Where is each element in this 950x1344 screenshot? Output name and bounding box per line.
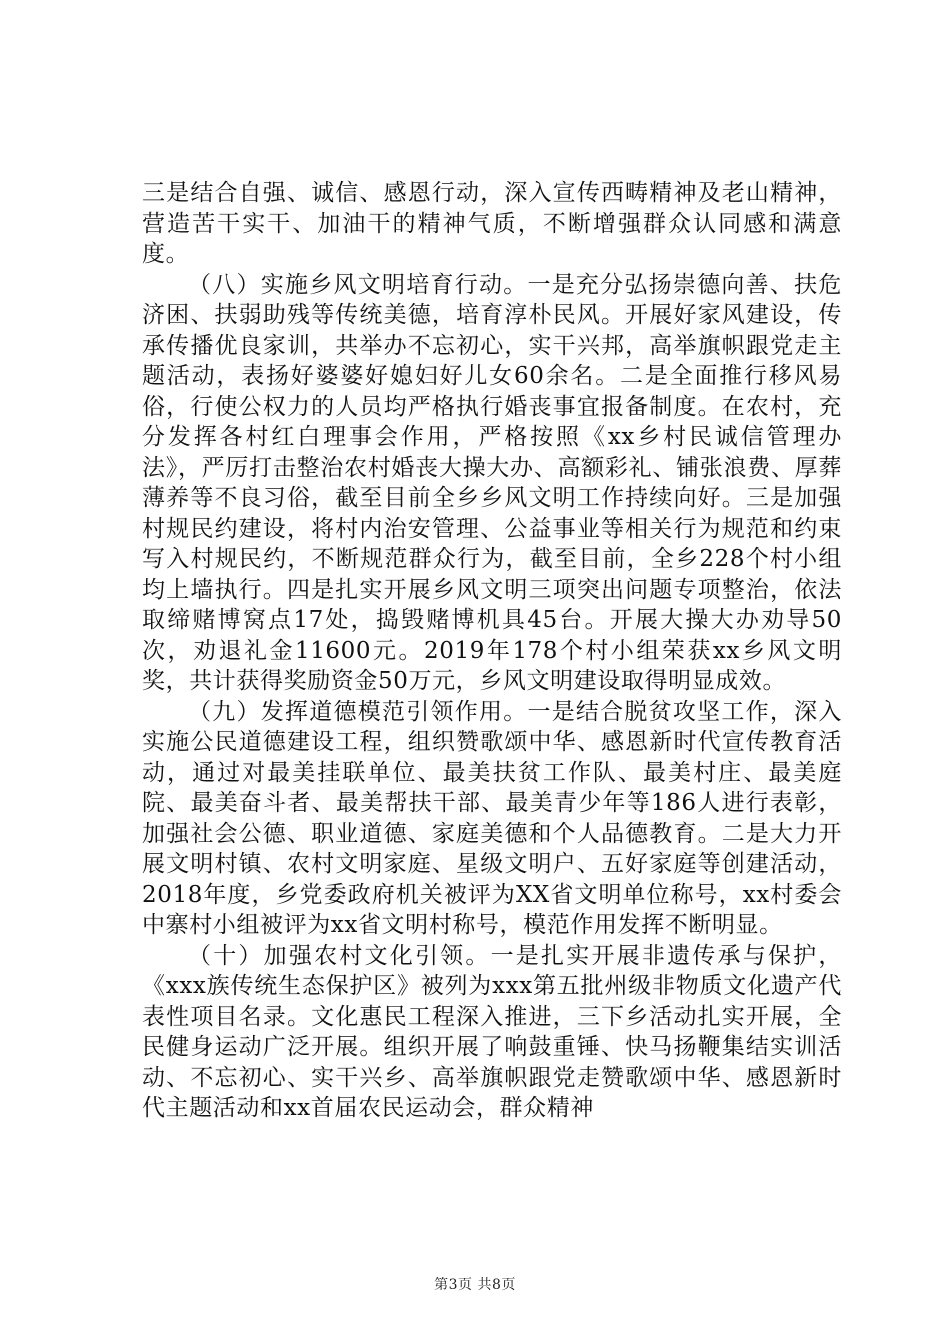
paragraph-section-ten: （十）加强农村文化引领。一是扎实开展非遗传承与保护，《xxx族传统生态保护区》被列为xxx第五批州级非物质文化遗产代表性项目名录。文化惠民工程深入推进，三下乡活动扎实开展，全民健身运动广泛开展。组织开展了响鼓重锤、快马扬鞭集结实训活动、不忘初心、实干兴乡、高举旗帜跟党走赞歌颂中华、感恩新时代主题活动和xx首届农民运动会，群众精神 xyxy=(142,942,842,1121)
page-number-footer: 第3页 共8页 xyxy=(434,1277,516,1293)
paragraph-section-eight: （八）实施乡风文明培育行动。一是充分弘扬崇德向善、扶危济困、扶弱助残等传统美德，培育淳朴民风。开展好家风建设，传承传播优良家训，共举办不忘初心，实干兴邦，高举旗帜跟党走主题活动，表扬好婆婆好媳妇好儿女60余名。二是全面推行移风易俗，行使公权力的人员均严格执行婚丧事宜报备制度。在农村，充分发挥各村红白理事会作用，严格按照《xx乡村民诚信管理办法》，严厉打击整治农村婚丧大操大办、高额彩礼、铺张浪费、厚葬薄养等不良习俗，截至目前全乡乡风文明工作持续向好。三是加强村规民约建设，将村内治安管理、公益事业等相关行为规范和约束写入村规民约，不断规范群众行为，截至目前，全乡228个村小组均上墙执行。四是扎实开展乡风文明三项突出问题专项整治，依法取缔赌博窝点17处，捣毁赌博机具45台。开展大操大办劝导50次，劝退礼金11600元。2019年178个村小组荣获xx乡风文明奖，共计获得奖励资金50万元，乡风文明建设取得明显成效。 xyxy=(142,271,842,694)
document-body xyxy=(142,178,842,1124)
paragraph-continuation: 三是结合自强、诚信、感恩行动，深入宣传西畴精神及老山精神，营造苦干实干、加油干的精神气质，不断增强群众认同感和满意度。 xyxy=(142,180,842,267)
paragraph-section-nine: （九）发挥道德模范引领作用。一是结合脱贫攻坚工作，深入实施公民道德建设工程，组织赞歌颂中华、感恩新时代宣传教育活动，通过对最美挂联单位、最美扶贫工作队、最美村庄、最美庭院、最美奋斗者、最美帮扶干部、最美青少年等186人进行表彰，加强社会公德、职业道德、家庭美德和个人品德教育。二是大力开展文明村镇、农村文明家庭、星级文明户、五好家庭等创建活动，2018年度，乡党委政府机关被评为XX省文明单位称号，xx村委会中寨村小组被评为xx省文明村称号，模范作用发挥不断明显。 xyxy=(142,698,842,938)
